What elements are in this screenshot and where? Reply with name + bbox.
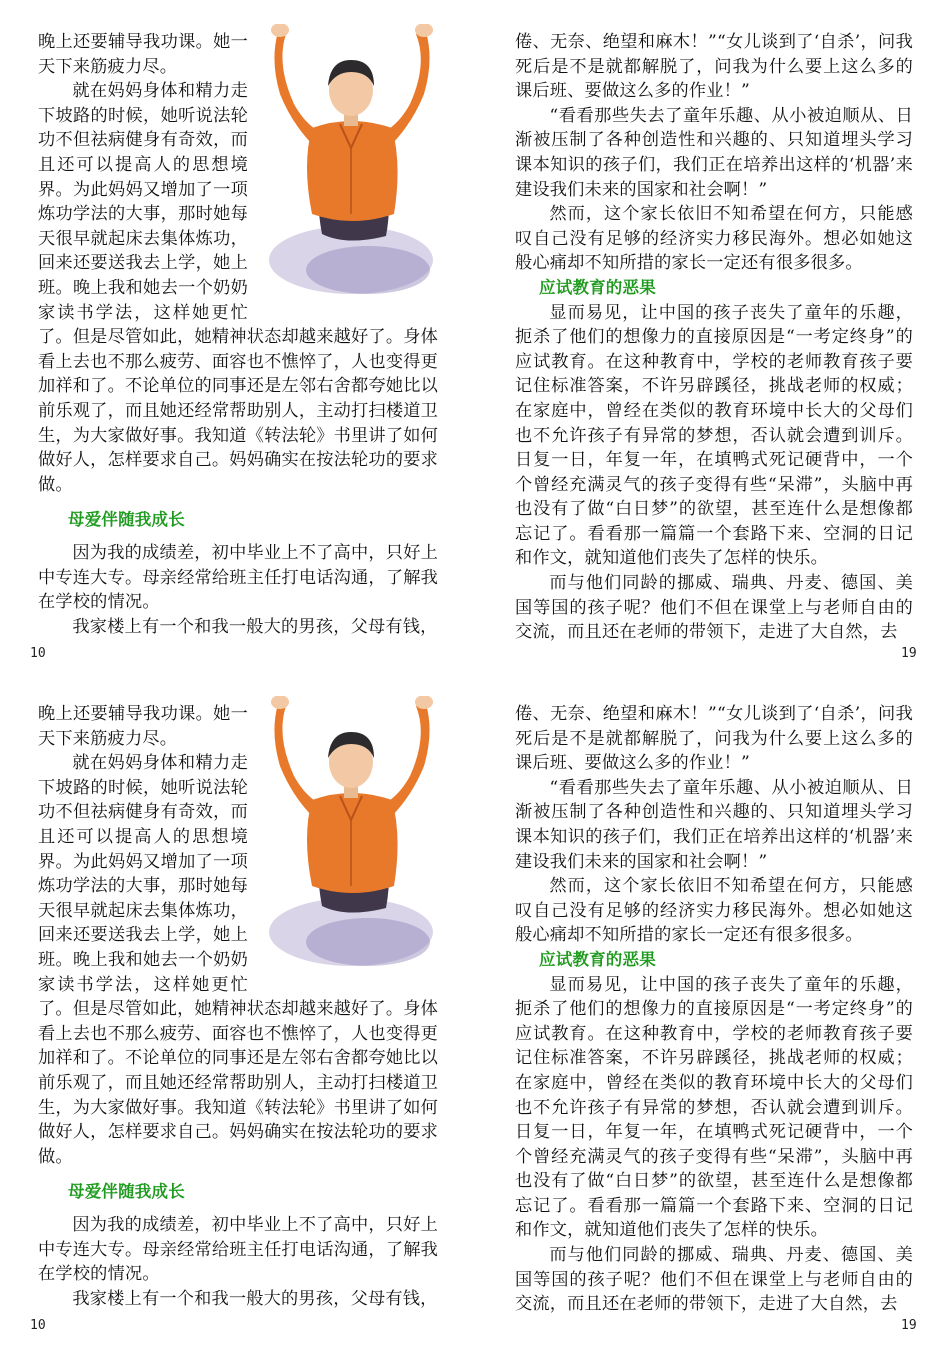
left-para-2: 就在妈妈身体和精力走下坡路的时候，她听说法轮功不但祛病健身有奇效，而且还可以提高人的思想境界。为此妈妈又增加了一项炼功学法的大事，那时她每天很早就起床去集体炼功，回来还要送我去上学，她上班。晚上我和她去一个奶奶家读书学法，这样她更忙了。但是尽管如此，她精神状态却越来越好了。身体看上去也不那么疲劳、面容也不憔悴了，人也变得更加祥和了。不论单位的同事还是左邻右舍都夸她比以前乐观了，而且她还经常帮助别人，主动打扫楼道卫生，为大家做好事。我知道《转法轮》书里讲了如何做好人，怎样要求自己。妈妈确实在按法轮功的要求做。: [38, 81, 438, 495]
page-left-text-copy: [38, 702, 438, 1312]
right-para-4: 显而易见，让中国的孩子丧失了童年的乐趣，扼杀了他们的想像力的直接原因是“一考定终身”的应试教育。在这种教育中，学校的老师教育孩子要记住标准答案，不许另辟蹊径，挑战老师的权威；在家庭中，曾经在类似的教育环境中长大的父母们也不允许孩子有异常的梦想，否认就会遭到训斥。日复一日，年复一年，在填鸭式死记硬背中，一个个曾经充满灵气的孩子变得有些“呆滞”，头脑中再也没有了做“白日梦”的欲望，甚至连什么是想像都忘记了。看看那一篇篇一个套路下来、空洞的日记和作文，就知道他们丧失了怎样的快乐。: [515, 302, 913, 569]
page-number-left: 10: [30, 646, 46, 661]
right-para-2: “看看那些失去了童年乐趣、从小被迫顺从、日渐被压制了各种创造性和兴趣的、只知道埋头学习课本知识的孩子们，我们正在培养出这样的‘机器’来建设我们未来的国家和社会啊！”: [515, 777, 913, 872]
left-para-1: 晚上还要辅导我功课。她一天下来筋疲力尽。: [38, 704, 248, 749]
section-heading-exam-education: 应试教育的恶果: [539, 277, 656, 297]
left-para-3: 因为我的成绩差，初中毕业上不了高中，只好上中专连大专。母亲经常给班主任打电话沟通，了解我在学校的情况。: [38, 543, 438, 613]
right-para-5: 而与他们同龄的挪威、瑞典、丹麦、德国、美国等国的孩子呢？他们不但在课堂上与老师自由的交流，而且还在老师的带领下，走进了大自然，去: [515, 1245, 913, 1315]
page-left: [0, 0, 475, 672]
right-para-1: 倦、无奈、绝望和麻木！”“女儿谈到了‘自杀’，问我死后是不是就都解脱了，问我为什么要上这么多的课后班、要做这么多的作业！”: [515, 704, 913, 774]
woman-exercise-illustration-icon: [256, 696, 446, 984]
page-number-right: 19: [901, 646, 917, 661]
spread-bottom: [0, 672, 950, 1344]
page-left-text: [38, 30, 438, 640]
right-para-2: “看看那些失去了童年乐趣、从小被迫顺从、日渐被压制了各种创造性和兴趣的、只知道埋头学习课本知识的孩子们，我们正在培养出这样的‘机器’来建设我们未来的国家和社会啊！”: [515, 105, 913, 200]
right-para-1: 倦、无奈、绝望和麻木！”“女儿谈到了‘自杀’，问我死后是不是就都解脱了，问我为什么要上这么多的课后班、要做这么多的作业！”: [515, 32, 913, 102]
page-number-left: 10: [30, 1318, 46, 1333]
section-heading-mother-love: 母爱伴随我成长: [68, 1182, 185, 1202]
page-left-copy: [0, 672, 475, 1344]
left-para-4: 我家楼上有一个和我一般大的男孩，父母有钱，: [72, 1289, 438, 1310]
section-heading-mother-love: 母爱伴随我成长: [68, 510, 185, 530]
page-number-right: 19: [901, 1318, 917, 1333]
left-para-3: 因为我的成绩差，初中毕业上不了高中，只好上中专连大专。母亲经常给班主任打电话沟通，了解我在学校的情况。: [38, 1215, 438, 1285]
page-right-text: [515, 30, 913, 645]
right-para-4: 显而易见，让中国的孩子丧失了童年的乐趣，扼杀了他们的想像力的直接原因是“一考定终身”的应试教育。在这种教育中，学校的老师教育孩子要记住标准答案，不许另辟蹊径，挑战老师的权威；在家庭中，曾经在类似的教育环境中长大的父母们也不允许孩子有异常的梦想，否认就会遭到训斥。日复一日，年复一年，在填鸭式死记硬背中，一个个曾经充满灵气的孩子变得有些“呆滞”，头脑中再也没有了做“白日梦”的欲望，甚至连什么是想像都忘记了。看看那一篇篇一个套路下来、空洞的日记和作文，就知道他们丧失了怎样的快乐。: [515, 974, 913, 1241]
left-para-4: 我家楼上有一个和我一般大的男孩，父母有钱，: [72, 617, 438, 638]
spread-top: [0, 0, 950, 672]
right-para-3: 然而，这个家长依旧不知希望在何方，只能感叹自己没有足够的经济实力移民海外。想必如她这般心痛却不知所措的家长一定还有很多很多。: [515, 876, 913, 946]
page-right-text-copy: [515, 702, 913, 1317]
page-right-copy: [475, 672, 950, 1344]
page-right: [475, 0, 950, 672]
left-para-2: 就在妈妈身体和精力走下坡路的时候，她听说法轮功不但祛病健身有奇效，而且还可以提高人的思想境界。为此妈妈又增加了一项炼功学法的大事，那时她每天很早就起床去集体炼功，回来还要送我去上学，她上班。晚上我和她去一个奶奶家读书学法，这样她更忙了。但是尽管如此，她精神状态却越来越好了。身体看上去也不那么疲劳、面容也不憔悴了，人也变得更加祥和了。不论单位的同事还是左邻右舍都夸她比以前乐观了，而且她还经常帮助别人，主动打扫楼道卫生，为大家做好事。我知道《转法轮》书里讲了如何做好人，怎样要求自己。妈妈确实在按法轮功的要求做。: [38, 753, 438, 1167]
right-para-3: 然而，这个家长依旧不知希望在何方，只能感叹自己没有足够的经济实力移民海外。想必如她这般心痛却不知所措的家长一定还有很多很多。: [515, 204, 913, 274]
left-para-1: 晚上还要辅导我功课。她一天下来筋疲力尽。: [38, 32, 248, 77]
right-para-5: 而与他们同龄的挪威、瑞典、丹麦、德国、美国等国的孩子呢？他们不但在课堂上与老师自由的交流，而且还在老师的带领下，走进了大自然，去: [515, 573, 913, 643]
section-heading-exam-education: 应试教育的恶果: [539, 949, 656, 969]
woman-exercise-illustration-icon: [256, 24, 446, 312]
